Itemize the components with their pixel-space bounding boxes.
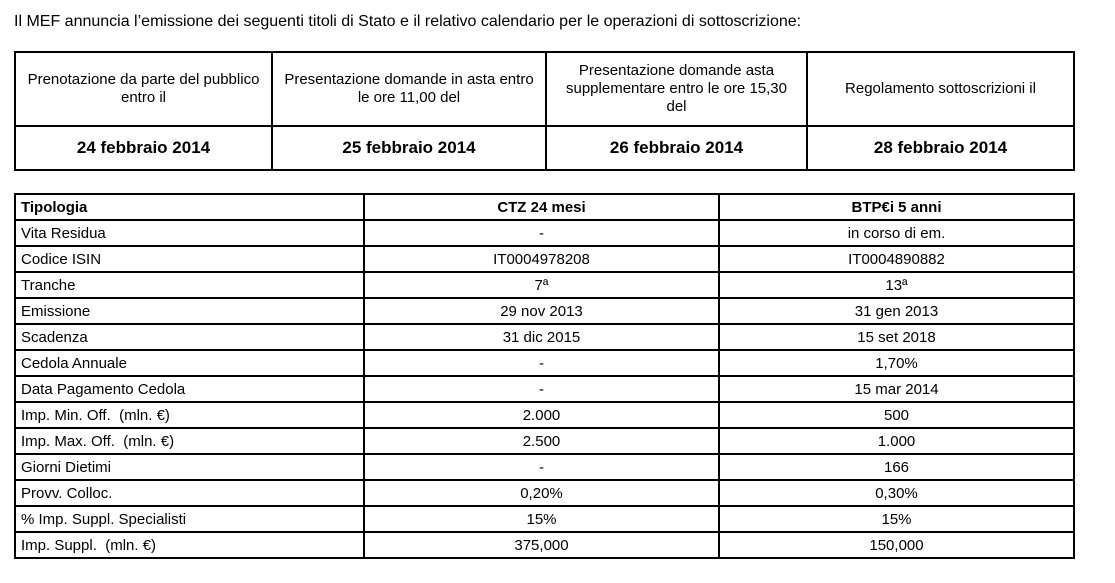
btp-value: IT0004890882 bbox=[719, 246, 1074, 272]
row-label: Codice ISIN bbox=[15, 246, 364, 272]
table-row-scadenza bbox=[15, 324, 1074, 350]
table-row-imp-max-off bbox=[15, 428, 1074, 454]
row-label: Giorni Dietimi bbox=[15, 454, 364, 480]
table-row-provv-colloc bbox=[15, 480, 1074, 506]
btp-value: 150,000 bbox=[719, 532, 1074, 558]
row-label: % Imp. Suppl. Specialisti bbox=[15, 506, 364, 532]
row-label: Tranche bbox=[15, 272, 364, 298]
calendar-header-prenotazione: Prenotazione da parte del pubblico entro il bbox=[15, 52, 272, 126]
date-regolamento: 28 febbraio 2014 bbox=[807, 126, 1074, 170]
btp-value: 166 bbox=[719, 454, 1074, 480]
row-label: Provv. Colloc. bbox=[15, 480, 364, 506]
row-label: Vita Residua bbox=[15, 220, 364, 246]
table-row-data-pagamento-cedola bbox=[15, 376, 1074, 402]
ctz-value: - bbox=[364, 350, 719, 376]
subscription-calendar-table bbox=[14, 51, 1075, 171]
table-row-emissione bbox=[15, 298, 1074, 324]
row-label: Data Pagamento Cedola bbox=[15, 376, 364, 402]
date-domande-asta: 25 febbraio 2014 bbox=[272, 126, 546, 170]
table-row-imp-suppl bbox=[15, 532, 1074, 558]
ctz-value: 7ª bbox=[364, 272, 719, 298]
row-label: Scadenza bbox=[15, 324, 364, 350]
ctz-value: 15% bbox=[364, 506, 719, 532]
date-prenotazione: 24 febbraio 2014 bbox=[15, 126, 272, 170]
table-row-tipologia bbox=[15, 194, 1074, 220]
table-row-imp-suppl-specialisti bbox=[15, 506, 1074, 532]
table-row-tranche bbox=[15, 272, 1074, 298]
announcement-text: Il MEF annuncia l’emissione dei seguenti titoli di Stato e il relativo calendario per le operazioni di sottoscrizione: bbox=[14, 13, 802, 30]
ctz-column-header: CTZ 24 mesi bbox=[364, 194, 719, 220]
ctz-value: 2.500 bbox=[364, 428, 719, 454]
ctz-value: - bbox=[364, 376, 719, 402]
table-row-vita-residua bbox=[15, 220, 1074, 246]
calendar-dates-row bbox=[15, 126, 1074, 170]
btp-value: 1.000 bbox=[719, 428, 1074, 454]
ctz-value: 31 dic 2015 bbox=[364, 324, 719, 350]
btp-value: in corso di em. bbox=[719, 220, 1074, 246]
ctz-value: 29 nov 2013 bbox=[364, 298, 719, 324]
btp-value: 0,30% bbox=[719, 480, 1074, 506]
calendar-header-row bbox=[15, 52, 1074, 126]
ctz-value: - bbox=[364, 220, 719, 246]
row-label: Cedola Annuale bbox=[15, 350, 364, 376]
ctz-value: IT0004978208 bbox=[364, 246, 719, 272]
ctz-value: 2.000 bbox=[364, 402, 719, 428]
btp-column-header: BTP€i 5 anni bbox=[719, 194, 1074, 220]
ctz-value: 375,000 bbox=[364, 532, 719, 558]
btp-value: 31 gen 2013 bbox=[719, 298, 1074, 324]
btp-value: 15 set 2018 bbox=[719, 324, 1074, 350]
row-label: Imp. Min. Off. (mln. €) bbox=[15, 402, 364, 428]
table-row-cedola-annuale bbox=[15, 350, 1074, 376]
btp-value: 1,70% bbox=[719, 350, 1074, 376]
calendar-header-asta-supplementare: Presentazione domande asta supplementare entro le ore 15,30 del bbox=[546, 52, 807, 126]
row-label: Emissione bbox=[15, 298, 364, 324]
ctz-value: - bbox=[364, 454, 719, 480]
table-row-imp-min-off bbox=[15, 402, 1074, 428]
btp-value: 15% bbox=[719, 506, 1074, 532]
calendar-header-domande-asta: Presentazione domande in asta entro le ore 11,00 del bbox=[272, 52, 546, 126]
securities-details-table bbox=[14, 193, 1075, 559]
row-label: Tipologia bbox=[15, 194, 364, 220]
table-row-giorni-dietimi bbox=[15, 454, 1074, 480]
ctz-value: 0,20% bbox=[364, 480, 719, 506]
btp-value: 15 mar 2014 bbox=[719, 376, 1074, 402]
btp-value: 500 bbox=[719, 402, 1074, 428]
row-label: Imp. Max. Off. (mln. €) bbox=[15, 428, 364, 454]
btp-value: 13ª bbox=[719, 272, 1074, 298]
table-row-codice-isin bbox=[15, 246, 1074, 272]
row-label: Imp. Suppl. (mln. €) bbox=[15, 532, 364, 558]
calendar-header-regolamento: Regolamento sottoscrizioni il bbox=[807, 52, 1074, 126]
date-asta-supplementare: 26 febbraio 2014 bbox=[546, 126, 807, 170]
